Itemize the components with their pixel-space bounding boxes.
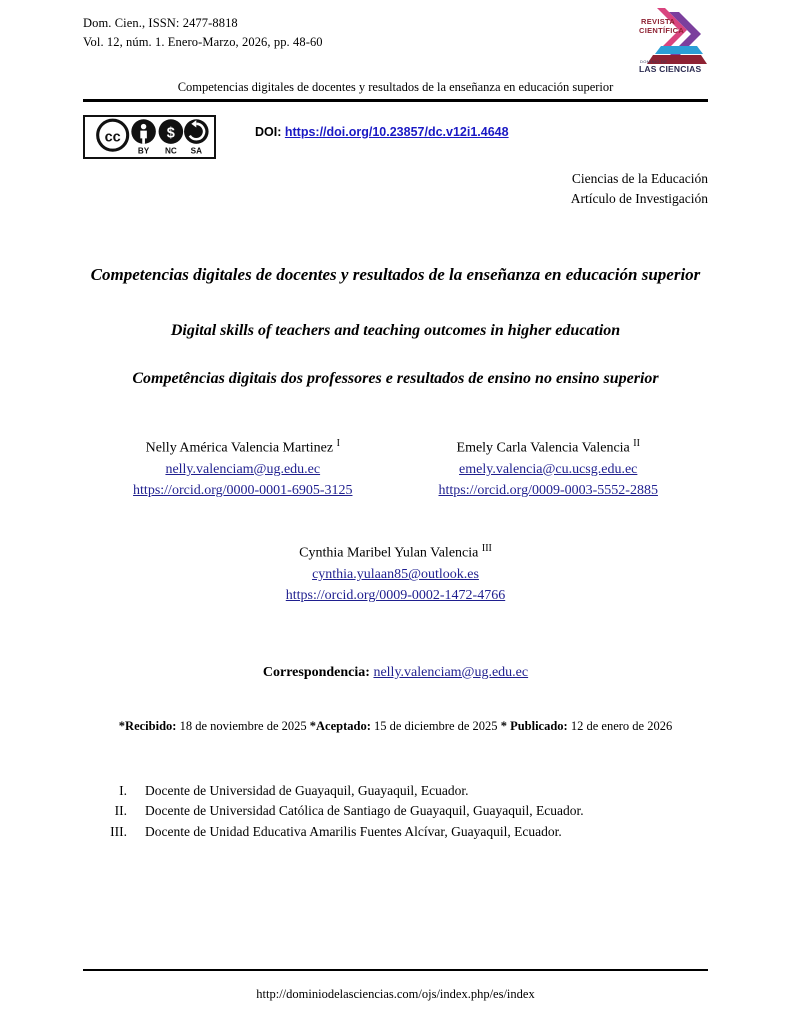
title-block: [83, 262, 708, 388]
svg-text:cc: cc: [104, 129, 121, 146]
cc-term-nc: NC: [164, 146, 177, 156]
published-label: * Publicado:: [500, 718, 568, 733]
author-orcid-link[interactable]: https://orcid.org/0009-0003-5552-2885: [438, 483, 658, 499]
correspondence-label: Correspondencia:: [262, 664, 370, 680]
svg-text:LAS CIENCIAS: LAS CIENCIAS: [639, 64, 702, 74]
received-label: *Recibido:: [118, 718, 177, 733]
accepted-value: 15 de diciembre de 2025: [373, 718, 498, 733]
svg-text:DOMINIO DE: DOMINIO DE: [640, 59, 668, 64]
author-entry: [83, 541, 708, 606]
category-type: Artículo de Investigación: [570, 191, 708, 207]
accepted-label: *Aceptado:: [309, 718, 371, 733]
svg-text:REVISTA: REVISTA: [641, 17, 676, 26]
received-value: 18 de noviembre de 2025: [179, 718, 307, 733]
license-doi-row: [83, 115, 708, 167]
author-name: Emely Carla Valencia Valencia $^{II}$: [456, 437, 640, 456]
journal-issn: Dom. Cien., ISSN: 2477-8818: [83, 16, 238, 30]
running-head: Competencias digitales de docentes y resultados de la enseñanza en educación superior: [177, 80, 614, 94]
affiliations-list: [83, 781, 708, 843]
authors-row: [83, 436, 708, 501]
category-field: Ciencias de la Educación: [571, 171, 708, 186]
correspondence-line: [83, 665, 708, 681]
affiliation-text: Docente de Universidad Católica de Santiago de Guayaquil, Guayaquil, Ecuador.: [145, 803, 584, 819]
cc-term-by: BY: [137, 146, 150, 156]
page-title: Competencias digitales de docentes y resultados de la enseñanza en educación superior: [90, 264, 701, 284]
list-item: [83, 822, 708, 843]
masthead: [83, 0, 708, 76]
cc-term-sa: SA: [190, 146, 202, 156]
journal-volume: Vol. 12, núm. 1. Enero-Marzo, 2026, pp. 48-60: [83, 35, 323, 50]
creative-commons-by-nc-sa-badge[interactable]: [83, 115, 216, 159]
svg-text:CIENTÍFICA: CIENTÍFICA: [639, 26, 685, 35]
list-item: [83, 781, 708, 802]
author-name: Nelly América Valencia Martinez $^I$: [145, 437, 340, 456]
author-affiliation-marker: II: [633, 437, 640, 449]
author-email[interactable]: nelly.valenciam@ug.edu.ec: [165, 461, 321, 477]
title-portuguese: Competências digitais dos professores e resultados de ensino no ensino superior: [132, 369, 659, 387]
affiliation-text: Docente de Unidad Educativa Amarilis Fuentes Alcívar, Guayaquil, Ecuador.: [145, 823, 562, 839]
page-footer: [83, 969, 708, 1002]
author-orcid-link[interactable]: https://orcid.org/0009-0002-1472-4766: [285, 588, 506, 604]
author-name: Cynthia Maribel Yulan Valencia $^{III}$: [299, 543, 492, 561]
journal-meta: [83, 14, 708, 53]
affiliation-number: I.: [119, 782, 127, 798]
article-category: [83, 169, 708, 210]
published-value: 12 de enero de 2026: [570, 718, 673, 733]
author-email[interactable]: emely.valencia@cu.ucsg.edu.ec: [459, 461, 638, 477]
affiliation-text: Docente de Universidad de Guayaquil, Guayaquil, Ecuador.: [145, 782, 469, 798]
correspondence-email[interactable]: nelly.valenciam@ug.edu.ec: [373, 664, 529, 680]
title-english: Digital skills of teachers and teaching outcomes in higher education: [170, 321, 621, 339]
footer-divider: [83, 969, 708, 971]
author-entry: [133, 436, 352, 501]
affiliation-number: II.: [114, 803, 127, 819]
footer-url[interactable]: http://dominiodelasciencias.com/ojs/index.php/es/index: [256, 987, 535, 1001]
publication-dates: [83, 719, 708, 734]
header-divider: [83, 99, 708, 102]
author-email[interactable]: cynthia.yulaan85@outlook.es: [312, 567, 479, 583]
author-affiliation-marker: I: [336, 437, 340, 449]
affiliation-number: III.: [110, 823, 127, 839]
doi-line: [255, 125, 509, 139]
author-entry: [439, 436, 658, 501]
author-affiliation-marker: III: [481, 543, 492, 555]
revista-cientifica-logo: [635, 2, 713, 74]
svg-text:$: $: [166, 125, 175, 142]
doi-link[interactable]: https://doi.org/10.23857/dc.v12i1.4648: [284, 125, 509, 139]
doi-label: DOI:: [255, 125, 282, 139]
list-item: [83, 801, 708, 822]
author-orcid-link[interactable]: https://orcid.org/0000-0001-6905-3125: [133, 483, 353, 499]
